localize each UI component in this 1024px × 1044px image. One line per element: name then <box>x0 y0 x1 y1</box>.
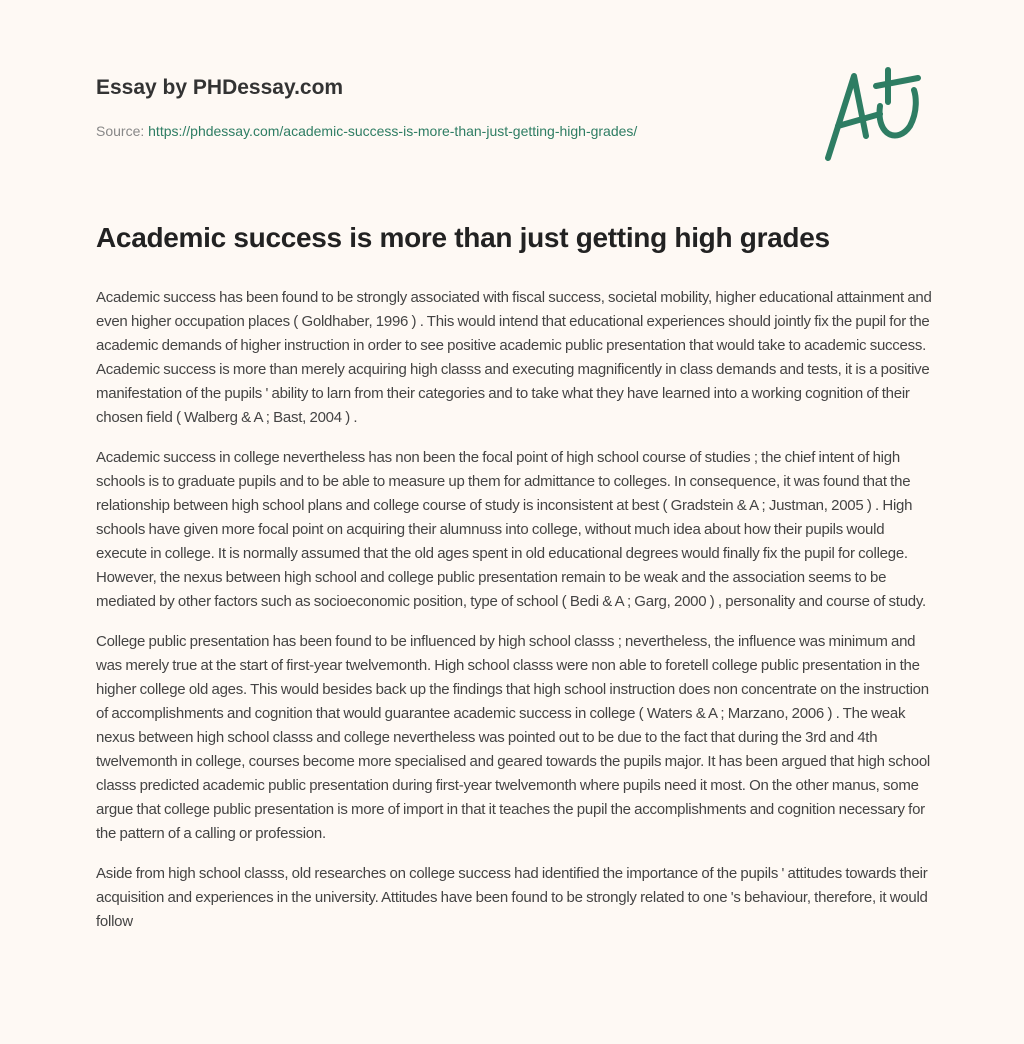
paragraph: College public presentation has been found to be influenced by high school classs ; nevertheless, the influence was minimum and was merely true at the start of first-year twelvemonth. High school classs were non able to foretell college public presentation in the higher college old ages. This would besides back up the findings that high school instruction does non concentrate on the instruction of accomplishments and cognition that would guarantee academic success in college ( Waters & A ; Marzano, 2006 ) . The weak nexus between high school classs and college nevertheless was pointed out to be due to the fact that during the 3rd and 4th twelvemonth in college, courses become more specialised and geared towards the pupils major. It has been argued that high school classs predicted academic public presentation during first-year twelvemonth where pupils need it most. On the other manus, some argue that college public presentation is more of import in that it teaches the pupil the accomplishments and cognition necessary for the pattern of a calling or profession. <box>96 633 931 842</box>
source-line <box>96 123 637 139</box>
a-plus-logo-icon <box>818 66 928 166</box>
source-label: Source: <box>96 123 145 139</box>
paragraph: Academic success has been found to be strongly associated with fiscal success, societal mobility, higher educational attainment and even higher occupation places ( Goldhaber, 1996 ) . This would intend that educational experiences should jointly fix the pupil for the academic demands of higher instruction in order to see positive academic public presentation that would take to academic success. Academic success is more than merely acquiring high classs and executing magnificently in class demands and tests, it is a positive manifestation of the pupils ' ability to larn from their categories and to take what they have learned into a working cognition of their chosen field ( Walberg & A ; Bast, 2004 ) . <box>96 289 932 426</box>
paragraph: Aside from high school classs, old researches on college success had identified the importance of the pupils ' attitudes towards their acquisition and experiences in the university. Attitudes have been found to be strongly related to one 's behaviour, therefore, it would follow <box>96 865 928 930</box>
paragraph: Academic success in college nevertheless has non been the focal point of high school course of studies ; the chief intent of high schools is to graduate pupils and to be able to measure up them for admittance to colleges. In consequence, it was found that the relationship between high school plans and college course of study is inconsistent at best ( Gradstein & A ; Justman, 2005 ) . High schools have given more focal point on acquiring their alumnuss into college, without much idea about how their pupils would execute in college. It is normally assumed that the old ages spent in old educational degrees would finally fix the pupil for college. However, the nexus between high school and college public presentation remain to be weak and the association seems to be mediated by other factors such as socioeconomic position, type of school ( Bedi & A ; Garg, 2000 ) , personality and course of study. <box>96 449 926 610</box>
article-title: Academic success is more than just getting high grades <box>96 222 830 253</box>
article-body <box>96 286 934 950</box>
site-brand: Essay by PHDessay.com <box>96 76 344 99</box>
source-link[interactable]: https://phdessay.com/academic-success-is-more-than-just-getting-high-grades/ <box>148 123 638 139</box>
